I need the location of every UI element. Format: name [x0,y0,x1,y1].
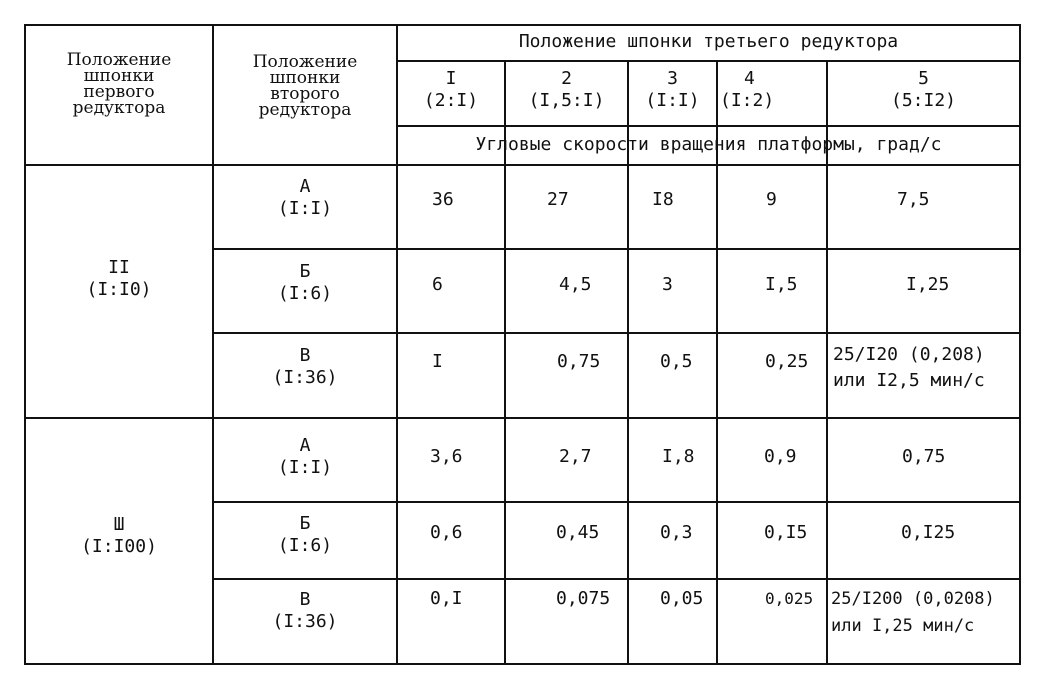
table-cell: 6 [432,274,443,295]
table-cell: I,8 [662,446,695,467]
position-ratio: (5:I2) [890,90,957,111]
position-ratio: (I:2) [720,90,775,111]
table-cell: I8 [652,189,674,210]
header-first-reducer [25,52,213,116]
second-position-label: В [299,589,311,610]
header-first-line: шпонки [83,66,155,86]
second-position [213,261,397,305]
table-cell: 0,3 [660,522,693,543]
table-cell: 0,75 [557,351,601,372]
table-cell: I,25 [906,274,950,295]
table-cell: 0,I [430,588,463,609]
table-cell-note [831,586,995,640]
first-position-II [25,257,213,301]
header-third-reducer: Положение шпонки третьего редуктора [518,31,899,52]
table-cell: 0,075 [556,588,611,609]
table-cell: 0,45 [556,522,600,543]
second-position-label: А [299,176,311,197]
second-position [213,435,397,479]
first-position-ratio: (I:I00) [81,536,157,557]
table-cell: 0,I25 [901,522,956,543]
table-cell: 3 [662,274,673,295]
header-first-line: первого [83,82,155,102]
position-number: I [445,68,457,89]
speed-table [24,24,1021,665]
second-position [213,345,397,389]
second-position-label: В [299,345,311,366]
second-position-ratio: (I:6) [277,283,333,304]
position-number: 2 [561,68,572,89]
table-cell: 0,05 [660,588,704,609]
note-line: 25/I200 (0,0208) [831,589,995,609]
position-3 [628,68,717,112]
second-position-ratio: (I:36) [272,367,338,388]
table-cell: 0,25 [765,351,809,372]
table-cell-note [833,342,985,394]
second-position-ratio: (I:6) [277,535,333,556]
second-position-ratio: (I:36) [272,611,338,632]
table-cell: 7,5 [897,189,930,210]
table-cell: I,5 [765,274,798,295]
position-2 [505,68,628,112]
second-position-label: Б [299,261,311,282]
table-cell: 0,6 [430,522,463,543]
second-position-label: А [299,435,311,456]
second-position-ratio: (I:I) [277,457,333,478]
first-position-ratio: (I:I0) [86,279,152,300]
table-cell: 0,5 [660,351,693,372]
position-4 [720,68,827,112]
position-number: 4 [744,68,755,89]
table-cell: 0,75 [902,446,946,467]
header-second-reducer [213,54,397,118]
second-position [213,176,397,220]
position-5 [827,68,1020,112]
header-second-line: редуктора [258,100,352,120]
position-number: 5 [918,68,929,89]
position-ratio: (I,5:I) [528,90,605,111]
speeds-title: Угловые скорости вращения платформы, град/с [475,134,942,155]
table-cell: I [432,351,443,372]
second-position [213,589,397,633]
first-position-label: II [108,257,130,278]
table-cell: 3,6 [430,446,463,467]
position-number: 3 [667,68,678,89]
position-ratio: (I:I) [645,90,700,111]
note-line: или I2,5 мин/с [833,370,985,391]
table-cell: 0,025 [765,589,814,608]
second-position-ratio: (I:I) [277,198,333,219]
table-cell: 2,7 [559,446,592,467]
note-line: 25/I20 (0,208) [833,344,985,365]
header-first-line: редуктора [72,98,166,118]
table-cell: 4,5 [559,274,592,295]
second-position-label: Б [299,513,311,534]
note-line: или I,25 мин/с [831,616,975,636]
header-second-line: второго [270,84,340,104]
first-position-III [25,514,213,558]
table-cell: 0,9 [764,446,797,467]
position-ratio: (2:I) [423,90,479,111]
table-cell: 0,I5 [764,522,808,543]
header-second-line: Положение [252,52,358,72]
header-first-line: Положение [66,50,172,70]
table-cell: 27 [547,189,569,210]
position-1 [397,68,505,112]
header-second-line: шпонки [269,68,341,88]
table-cell: 9 [766,189,777,210]
first-position-label: Ш [113,514,125,535]
table-cell: 36 [432,189,454,210]
second-position [213,513,397,557]
